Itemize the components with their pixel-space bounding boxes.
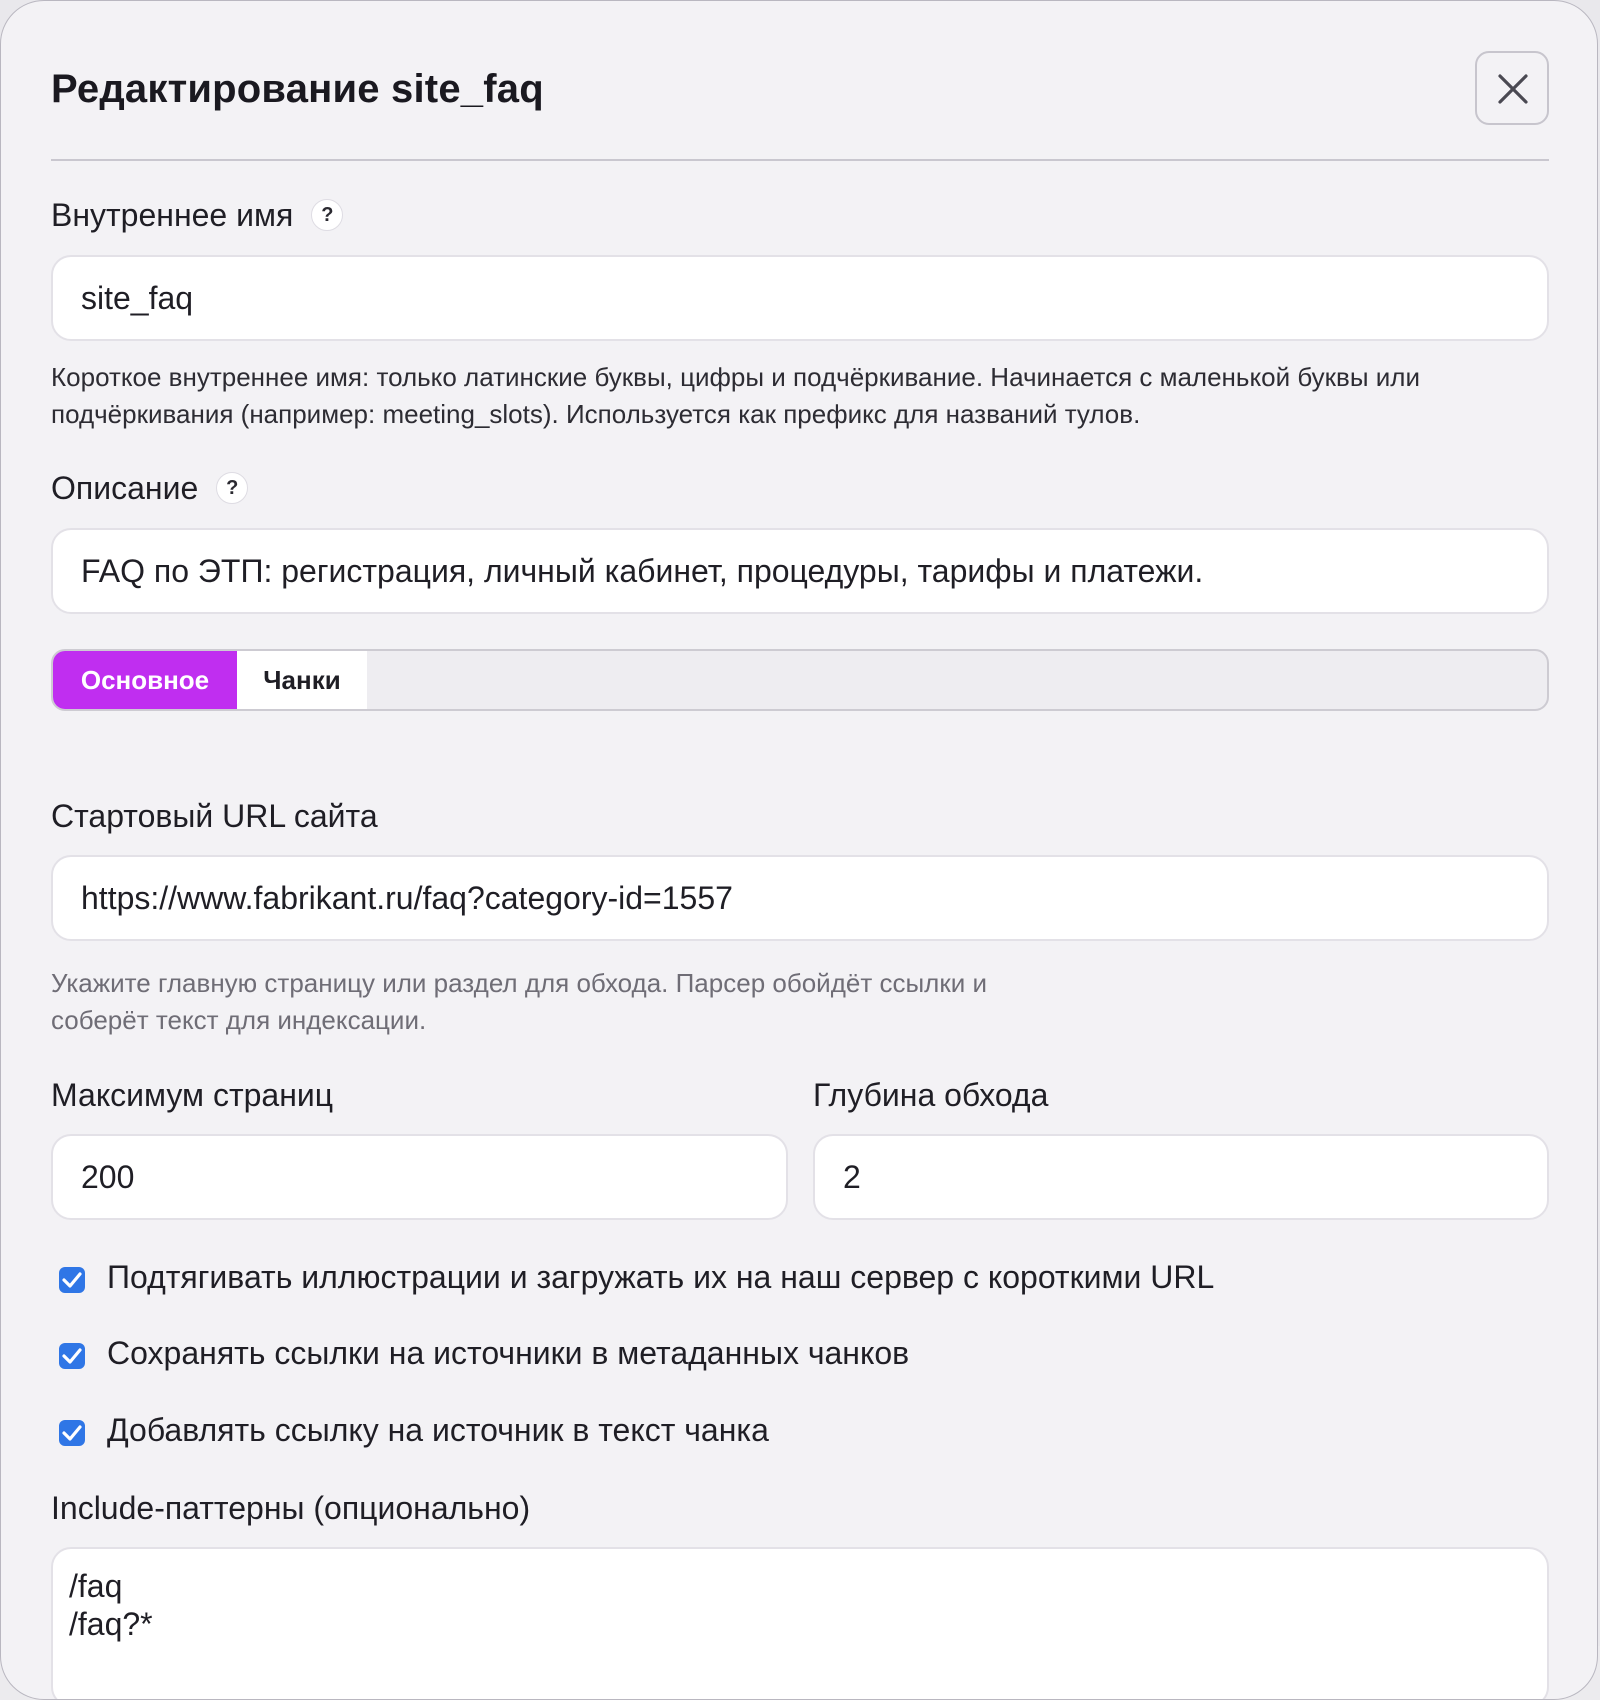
start-url-hint <box>51 965 1549 1039</box>
description-label: Описание <box>51 470 199 506</box>
close-icon <box>1497 73 1529 105</box>
max-pages-label: Максимум страниц <box>51 1077 334 1113</box>
dialog-title: Редактирование site_faq <box>51 67 544 111</box>
include-patterns-label: Include-паттерны (опционально) <box>51 1490 531 1526</box>
checkmark-icon <box>62 1271 82 1289</box>
start-url-hint-line-1: Укажите главную страницу или раздел для обхода. Парсер обойдёт ссылки и <box>51 968 987 998</box>
tab-chunks[interactable]: Чанки <box>237 651 367 709</box>
start-url-label: Стартовый URL сайта <box>51 798 378 834</box>
save-source-links-label: Сохранять ссылки на источники в метаданных чанков <box>107 1335 910 1371</box>
internal-name-input[interactable]: site_faq <box>51 255 1549 341</box>
internal-name-help-icon[interactable]: ? <box>311 199 343 231</box>
include-pattern-line: /faq?* <box>69 1606 153 1642</box>
start-url-hint-line-2: соберёт текст для индексации. <box>51 1005 427 1035</box>
description-label-row <box>51 470 248 507</box>
description-help-icon[interactable]: ? <box>216 472 248 504</box>
crawl-depth-input[interactable]: 2 <box>813 1134 1549 1220</box>
append-source-link-checkbox[interactable] <box>59 1420 85 1446</box>
fetch-images-label: Подтягивать иллюстрации и загружать их на наш сервер с короткими URL <box>107 1259 1215 1295</box>
fetch-images-checkbox[interactable] <box>59 1267 85 1293</box>
start-url-input[interactable]: https://www.fabrikant.ru/faq?category-id=1557 <box>51 855 1549 941</box>
description-input[interactable]: FAQ по ЭТП: регистрация, личный кабинет, процедуры, тарифы и платежи. <box>51 528 1549 614</box>
internal-name-hint: Короткое внутреннее имя: только латинские буквы, цифры и подчёркивание. Начинается с маленькой буквы или подчёркивания (например: meeting_slots). Используется как префикс для названий тулов. <box>51 362 1420 429</box>
internal-name-label: Внутреннее имя <box>51 197 294 233</box>
checkmark-icon <box>62 1347 82 1365</box>
internal-name-label-row <box>51 197 343 234</box>
dialog-header <box>51 49 1549 161</box>
tab-main[interactable]: Основное <box>53 651 237 709</box>
tab-bar <box>51 649 1549 711</box>
include-patterns-textarea[interactable] <box>51 1547 1549 1700</box>
save-source-links-checkbox[interactable] <box>59 1343 85 1369</box>
crawl-depth-label: Глубина обхода <box>813 1077 1049 1113</box>
include-pattern-line: /faq <box>69 1568 123 1604</box>
max-pages-input[interactable]: 200 <box>51 1134 788 1220</box>
append-source-link-label: Добавлять ссылку на источник в текст чанка <box>107 1412 769 1448</box>
close-button[interactable] <box>1475 51 1549 125</box>
checkmark-icon <box>62 1424 82 1442</box>
